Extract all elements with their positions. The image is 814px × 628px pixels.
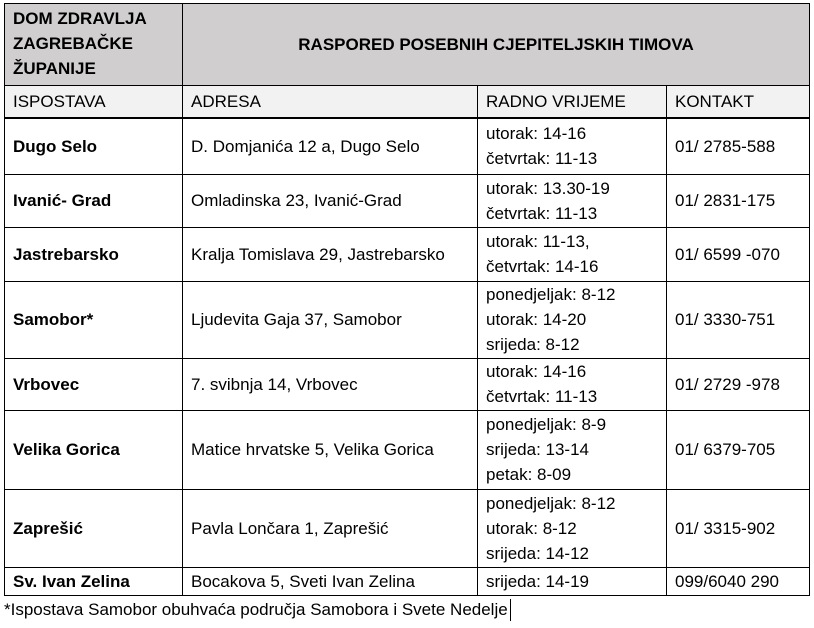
branch-name: Velika Gorica xyxy=(5,410,183,489)
vaccination-schedule-table xyxy=(4,3,810,596)
working-hours-line: četvrtak: 11-13 xyxy=(486,149,598,169)
branch-address: D. Domjanića 12 a, Dugo Selo xyxy=(183,118,478,174)
table-row xyxy=(5,358,810,410)
working-hours-line: utorak: 14-16 xyxy=(486,124,587,144)
branch-name: Zaprešić xyxy=(5,489,183,567)
working-hours-line: utorak: 13.30-19 xyxy=(486,178,610,198)
working-hours-line: četvrtak: 14-16 xyxy=(486,257,599,276)
footnote: *Ispostava Samobor obuhvaća područja Samobora i Svete Nedelje xyxy=(4,599,511,621)
working-hours xyxy=(478,118,667,174)
branch-name: Vrbovec xyxy=(5,358,183,410)
branch-address: Pavla Lončara 1, Zaprešić xyxy=(183,489,478,567)
branch-address: Kralja Tomislava 29, Jastrebarsko xyxy=(183,227,478,281)
contact-phone: 01/ 2831-175 xyxy=(667,174,810,227)
column-header-contact: KONTAKT xyxy=(667,86,810,119)
contact-phone: 01/ 2785-588 xyxy=(667,118,810,174)
working-hours-line: utorak: 8-12 xyxy=(486,518,577,538)
contact-phone: 099/6040 290 xyxy=(667,567,810,595)
working-hours-line: utorak: 14-16 xyxy=(486,362,587,381)
working-hours-line: četvrtak: 11-13 xyxy=(486,203,598,223)
working-hours xyxy=(478,410,667,489)
working-hours-line: ponedjeljak: 8-12 xyxy=(486,493,616,513)
working-hours-line: srijeda: 14-12 xyxy=(486,543,590,563)
contact-phone: 01/ 2729 -978 xyxy=(667,358,810,410)
column-header-hours: RADNO VRIJEME xyxy=(478,86,667,119)
working-hours xyxy=(478,358,667,410)
working-hours-line: srijeda: 13-14 xyxy=(486,440,590,459)
column-header-row xyxy=(5,86,810,119)
contact-phone: 01/ 3315-902 xyxy=(667,489,810,567)
working-hours-line: četvrtak: 11-13 xyxy=(486,387,598,406)
branch-address: Matice hrvatske 5, Velika Gorica xyxy=(183,410,478,489)
working-hours-line: srijeda: 8-12 xyxy=(486,335,580,354)
working-hours xyxy=(478,174,667,227)
table-row xyxy=(5,118,810,174)
working-hours-line: ponedjeljak: 8-9 xyxy=(486,415,607,434)
branch-name: Dugo Selo xyxy=(5,118,183,174)
working-hours-line: ponedjeljak: 8-12 xyxy=(486,285,616,304)
branch-name: Ivanić- Grad xyxy=(5,174,183,227)
branch-name: Jastrebarsko xyxy=(5,227,183,281)
contact-phone: 01/ 6379-705 xyxy=(667,410,810,489)
contact-phone: 01/ 3330-751 xyxy=(667,281,810,358)
table-row xyxy=(5,174,810,227)
branch-address: Omladinska 23, Ivanić-Grad xyxy=(183,174,478,227)
branch-name: Sv. Ivan Zelina xyxy=(5,567,183,595)
contact-phone: 01/ 6599 -070 xyxy=(667,227,810,281)
working-hours xyxy=(478,567,667,595)
organization-line: ZAGREBAČKE xyxy=(13,34,133,53)
table-row xyxy=(5,410,810,489)
table-row xyxy=(5,567,810,595)
organization-line: DOM ZDRAVLJA xyxy=(13,9,147,28)
column-header-branch: ISPOSTAVA xyxy=(5,86,183,119)
branch-name: Samobor* xyxy=(5,281,183,358)
table-heading: RASPORED POSEBNIH CJEPITELJSKIH TIMOVA xyxy=(183,4,810,86)
organization-line: ŽUPANIJE xyxy=(13,59,96,78)
working-hours xyxy=(478,227,667,281)
table-row xyxy=(5,489,810,567)
working-hours-line: utorak: 11-13, xyxy=(486,232,590,251)
working-hours xyxy=(478,489,667,567)
table-row xyxy=(5,227,810,281)
working-hours xyxy=(478,281,667,358)
branch-address: Bocakova 5, Sveti Ivan Zelina xyxy=(183,567,478,595)
working-hours-line: utorak: 14-20 xyxy=(486,310,587,329)
organization-name xyxy=(5,4,183,86)
column-header-address: ADRESA xyxy=(183,86,478,119)
branch-address: Ljudevita Gaja 37, Samobor xyxy=(183,281,478,358)
working-hours-line: srijeda: 14-19 xyxy=(486,571,590,591)
working-hours-line: petak: 8-09 xyxy=(486,465,572,484)
title-row xyxy=(5,4,810,86)
table-row xyxy=(5,281,810,358)
branch-address: 7. svibnja 14, Vrbovec xyxy=(183,358,478,410)
